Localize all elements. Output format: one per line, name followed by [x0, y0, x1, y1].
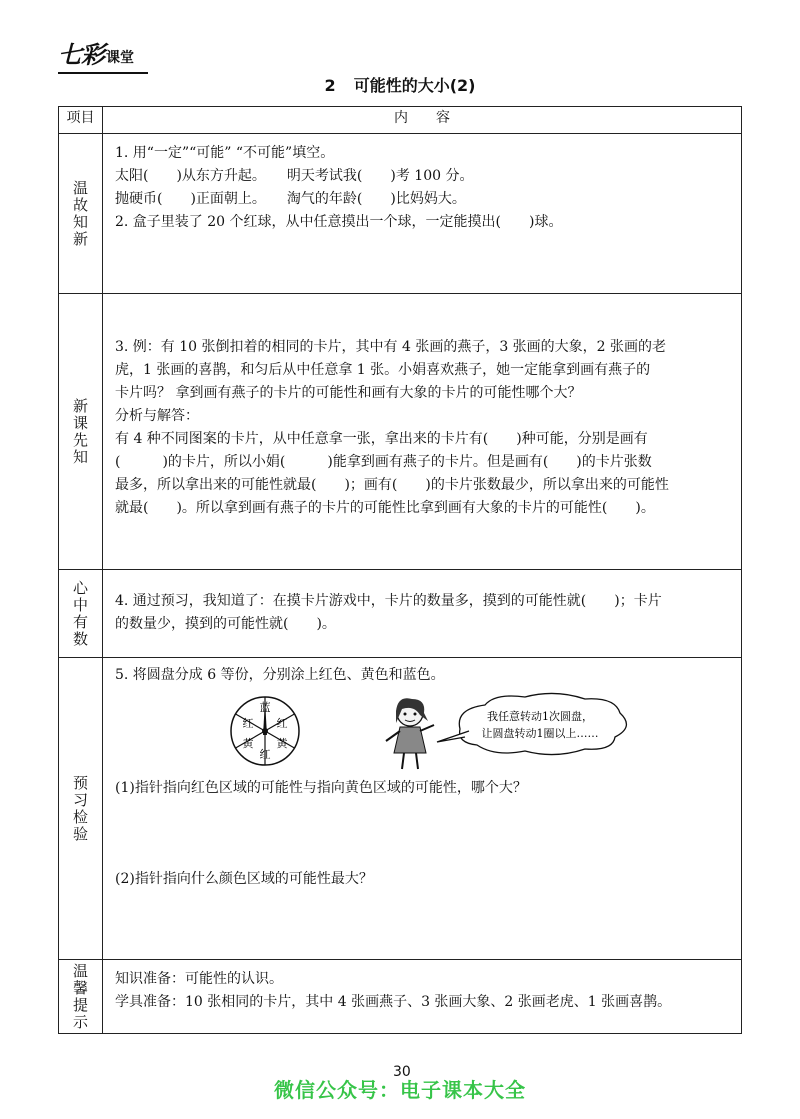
table-header-row: [59, 107, 742, 134]
row-summary: [59, 570, 742, 658]
row-check: [59, 658, 742, 960]
speech-line: 让圆盘转动1圈以上……: [481, 727, 599, 740]
watermark: 微信公众号：电子课本大全: [274, 1078, 526, 1102]
newlesson-line: ( )的卡片，所以小娟( )能拿到画有燕子的卡片。但是画有( )的卡片张数: [115, 454, 652, 470]
label-summary: 心中有数: [71, 579, 89, 648]
speech-line: 我任意转动1次圆盘，: [487, 710, 593, 723]
spinner-illustration: [115, 687, 731, 777]
header-content: 内 容: [103, 107, 742, 134]
header-item: 项目: [59, 107, 103, 134]
review-line: 太阳( )从东方升起。 明天考试我( )考 100 分。: [115, 168, 474, 184]
newlesson-line: 分析与解答：: [115, 408, 199, 424]
page-number: 30: [393, 1064, 411, 1080]
logo-main-text: 七彩: [58, 40, 104, 69]
speech-bubble: [437, 693, 626, 754]
row-newlesson: [59, 294, 742, 570]
girl-figure: [386, 698, 434, 769]
label-check: 预习检验: [71, 774, 89, 843]
spinner-figure: [115, 687, 715, 777]
check-intro: 5. 将圆盘分成 6 等份，分别涂上红色、黄色和蓝色。: [115, 667, 445, 683]
newlesson-line: 有 4 种不同图案的卡片，从中任意拿一张，拿出来的卡片有( )种可能，分别是画有: [115, 431, 648, 447]
tips-line: 学具准备：10 张相同的卡片，其中 4 张画燕子、3 张画大象、2 张画老虎、1 张画喜鹊。: [115, 994, 672, 1010]
logo: [58, 42, 134, 70]
wheel-label: 黄: [276, 737, 288, 750]
lesson-number: 2: [324, 76, 336, 95]
newlesson-line: 卡片吗？ 拿到画有燕子的卡片的可能性和画有大象的卡片的可能性哪个大？: [115, 385, 582, 401]
newlesson-line: 最多，所以拿出来的可能性就最( )；画有( )的卡片张数最少，所以拿出来的可能性: [115, 477, 669, 493]
page-title: [0, 73, 800, 96]
wheel-label: 蓝: [259, 701, 271, 714]
lesson-title: 可能性的大小(2): [353, 76, 476, 95]
wheel-label: 黄: [242, 737, 254, 750]
logo-sub-text: 课堂: [106, 50, 134, 66]
summary-line: 的数量少，摸到的可能性就( )。: [115, 616, 336, 632]
summary-line: 4. 通过预习，我知道了：在摸卡片游戏中，卡片的数量多，摸到的可能性就( )；卡片: [115, 593, 662, 609]
spinner-wheel: [231, 697, 299, 765]
label-review: 温故知新: [71, 179, 89, 248]
wheel-label: 红: [242, 717, 254, 730]
row-review: [59, 134, 742, 294]
worksheet-table: [58, 106, 742, 1034]
review-line: 2. 盒子里装了 20 个红球，从中任意摸出一个球，一定能摸出( )球。: [115, 214, 563, 230]
label-tips: 温馨提示: [71, 962, 89, 1031]
newlesson-line: 虎，1 张画的喜鹊，和匀后从中任意拿 1 张。小娟喜欢燕子，她一定能拿到画有燕子的: [115, 362, 651, 378]
question-1: (1)指针指向红色区域的可能性与指向黄色区域的可能性，哪个大？: [115, 780, 527, 796]
question-2: (2)指针指向什么颜色区域的可能性最大？: [115, 871, 373, 887]
wheel-label: 红: [259, 748, 271, 761]
label-newlesson: 新课先知: [71, 397, 89, 466]
review-line: 1. 用“一定”“可能” “不可能”填空。: [115, 145, 335, 161]
tips-line: 知识准备：可能性的认识。: [115, 971, 283, 987]
newlesson-line: 就最( )。所以拿到画有燕子的卡片的可能性比拿到画有大象的卡片的可能性( )。: [115, 500, 655, 516]
row-tips: [59, 960, 742, 1034]
wheel-label: 红: [276, 717, 288, 730]
answer-space-1: [115, 800, 731, 868]
newlesson-line: 3. 例：有 10 张倒扣着的相同的卡片，其中有 4 张画的燕子，3 张画的大象，2 张画的老: [115, 339, 667, 355]
review-line: 抛硬币( )正面朝上。 淘气的年龄( )比妈妈大。: [115, 191, 466, 207]
